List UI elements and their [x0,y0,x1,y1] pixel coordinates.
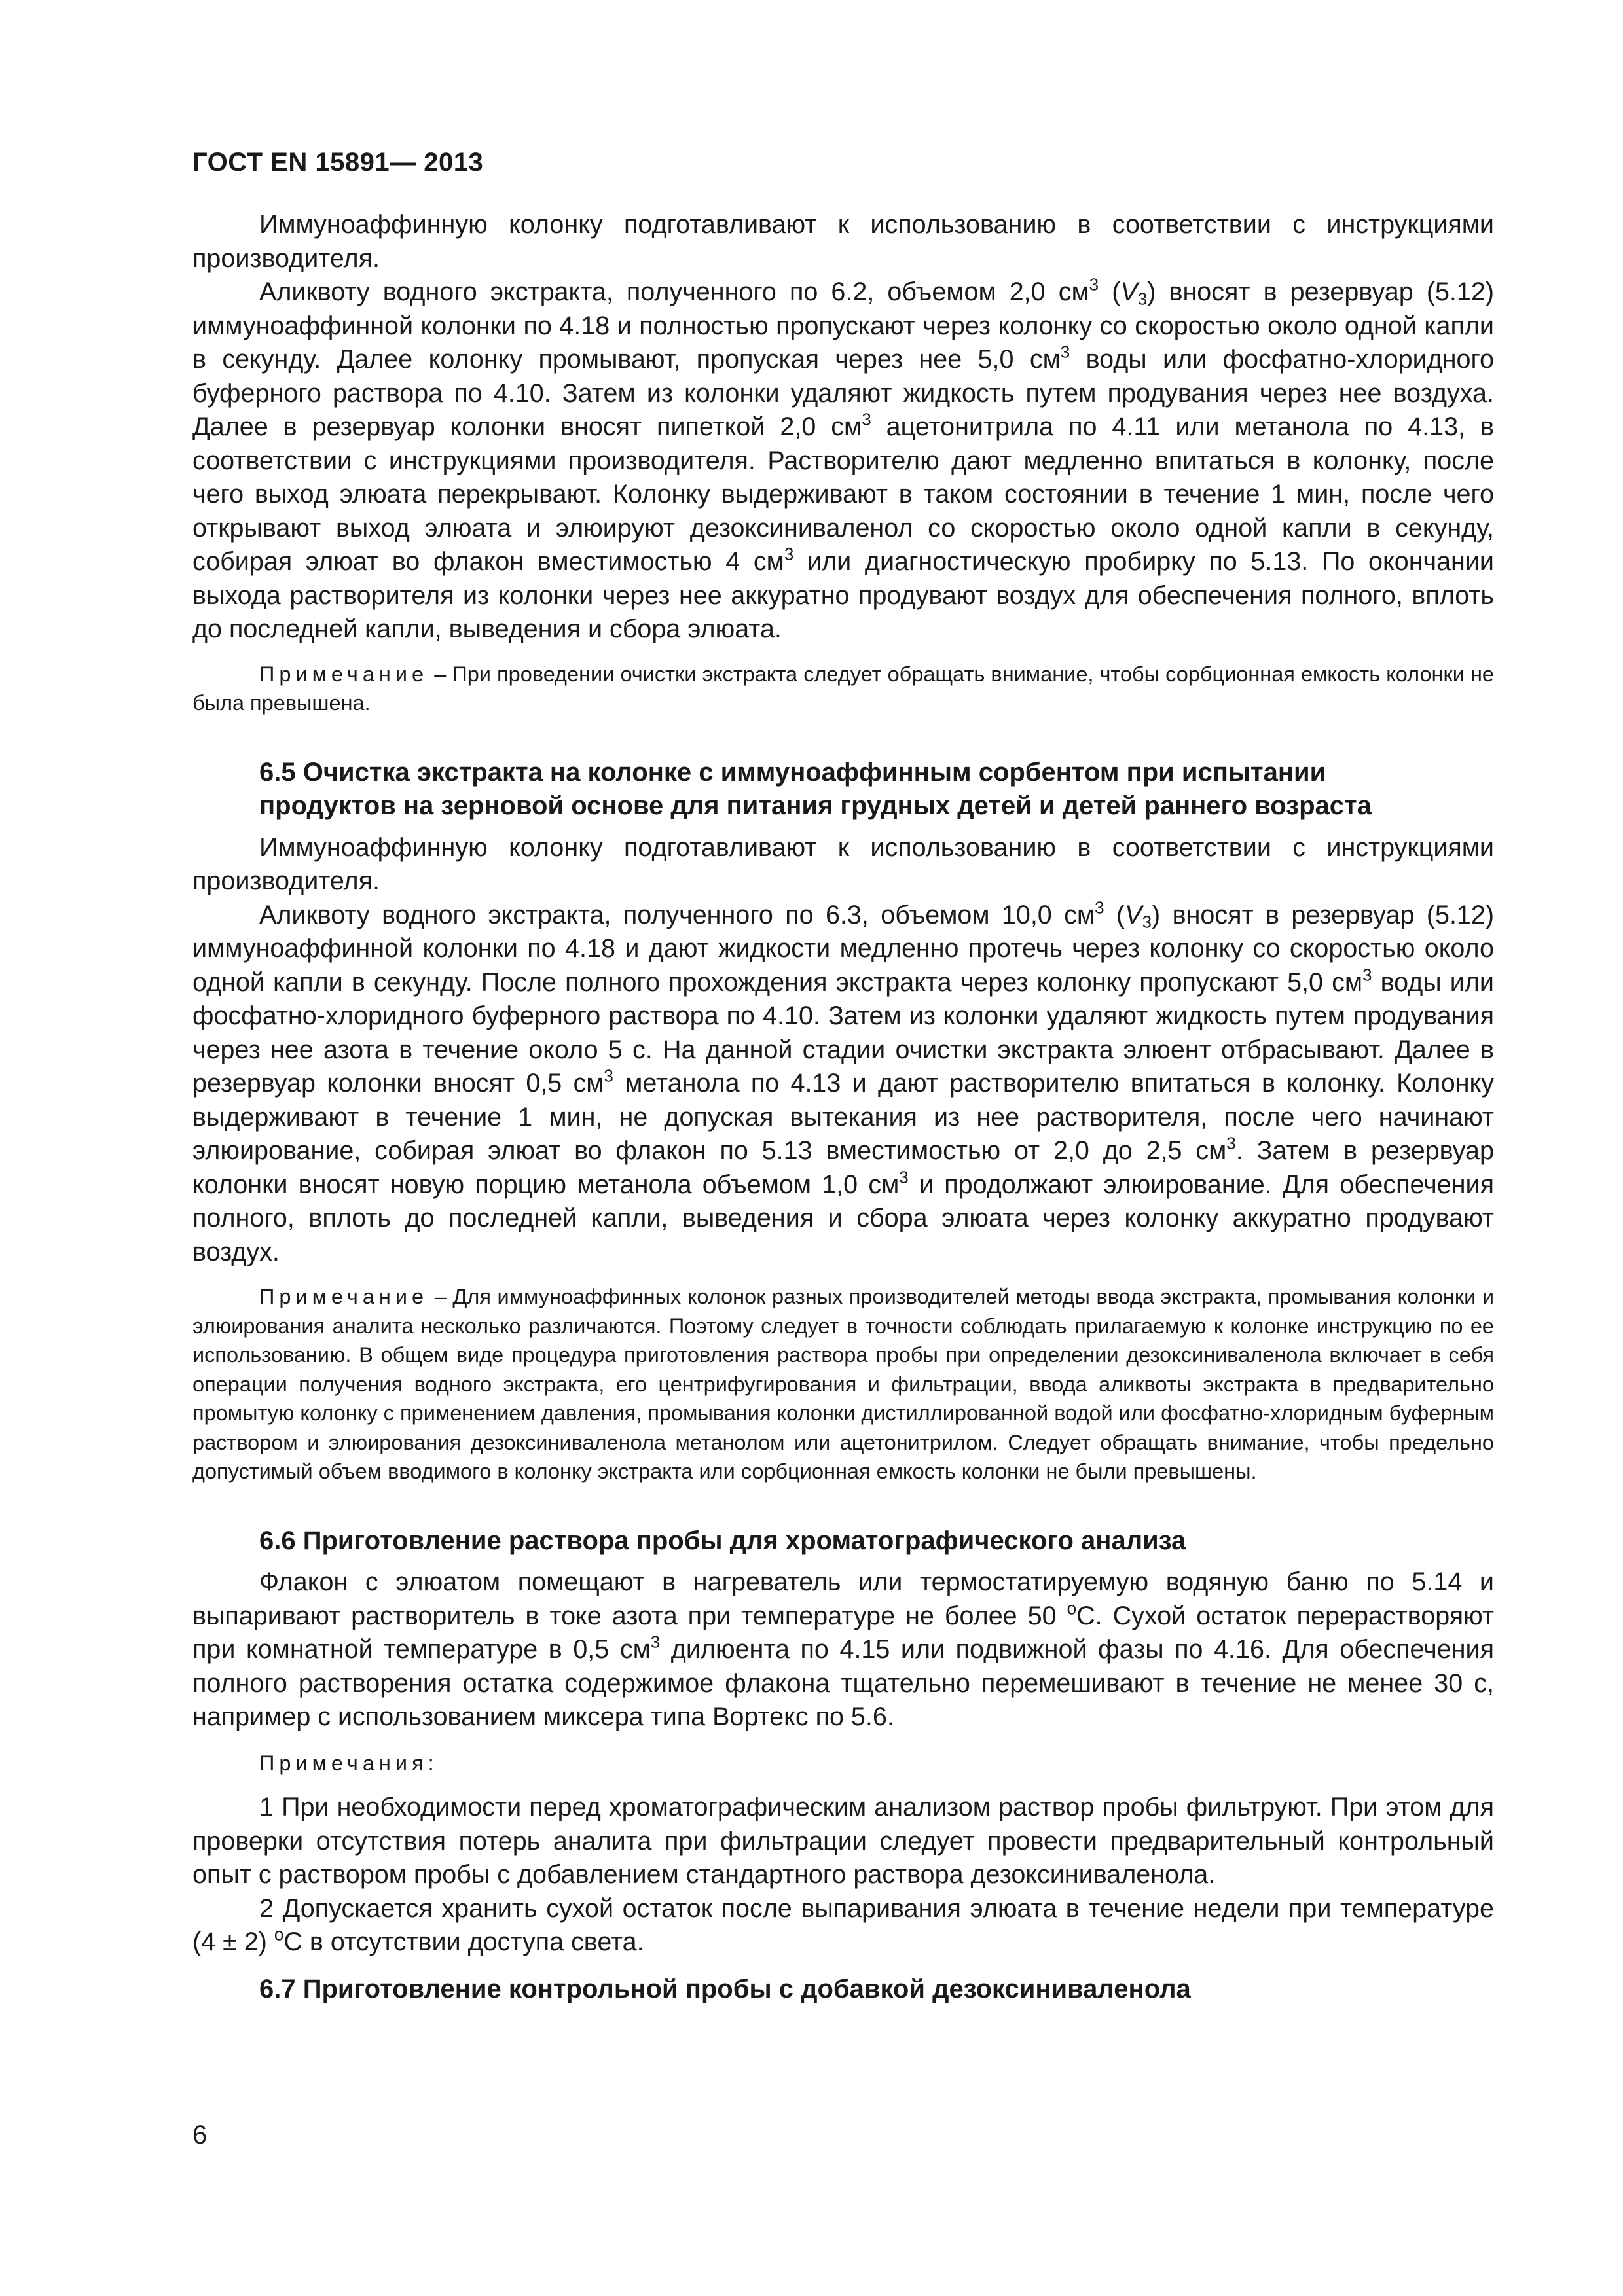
note: Примечание – При проведении очистки экстракта следует обращать внимание, чтобы сорбционная емкость колонки не была превышена. [192,662,1494,715]
note-item: 1 При необходимости перед хроматографическим анализом раствор пробы фильтруют. При этом для проверки отсутствия потерь аналита при фильтрации следует провести предварительный контрольный опыт с раствором пробы с добавлением стандартного раствора дезоксиниваленола. [192,1793,1494,1889]
section-heading-6-5: 6.5 Очистка экстракта на колонке с иммуноаффинным сорбентом при испытании продуктов на зерновой основе для питания грудных детей и детей раннего возраста [259,757,1372,820]
page-number: 6 [192,2121,208,2149]
note: Примечание – Для иммуноаффинных колонок разных производителей методы ввода экстракта, промывания колонки и элюирования аналита несколько различаются. Поэтому следует в точности соблюдать прилагаемую к колонке инструкцию по ее использованию. В общем виде процедура приготовления раствора пробы при определении дезоксиниваленола включает в себя операции получения водного экстракта, его центрифугирования и фильтрации, ввода аликвоты экстракта в предварительно промытую колонку с применением давления, промывания колонки дистиллированной водой или фосфатно-хлоридным буферным раствором и элюирования дезоксиниваленола метанолом или ацетонитрилом. Следует обращать внимание, чтобы предельно допустимый объем вводимого в колонку экстракта или сорбционная емкость колонки не были превышены. [192,1285,1494,1483]
note-label: Примечание [259,1285,429,1308]
section-heading-6-7: 6.7 Приготовление контрольной пробы с добавкой дезоксиниваленола [259,1974,1191,2003]
page-body [192,208,1494,2006]
notes-label: Примечания: [259,1751,434,1775]
paragraph: Иммуноаффинную колонку подготавливают к использованию в соответствии с инструкциями производителя. [192,210,1494,273]
paragraph: Аликвоту водного экстракта, полученного по 6.2, объемом 2,0 $см^3$ $(V_3)$ вносят в резервуар (5.12) иммуноаффинной колонки по 4.18 и полностью пропускают через колонку со скоростью около одной капли в секунду. Далее колонку промывают, пропуская через нее 5,0 $см^3$ воды или фосфатно-хлоридного буферного раствора по 4.10. Затем из колонки удаляют жидкость путем продувания через нее воздуха. Далее в резервуар колонки вносят пипеткой 2,0 $см^3$ ацетонитрила по 4.11 или метанола по 4.13, в соответствии с инструкциями производителя. Растворителю дают медленно впитаться в колонку, после чего выход элюата перекрывают. Колонку выдерживают в таком состоянии в течение 1 мин, после чего открывают выход элюата и элюируют дезоксиниваленол со скоростью около одной капли в секунду, собирая элюат во флакон вместимостью 4 $см^3$ или диагностическую пробирку по 5.13. По окончании выхода растворителя из колонки через нее аккуратно продувают воздух для обеспечения полного, вплоть до последней капли, выведения и сбора элюата. [192,274,1494,643]
paragraph: Аликвоту водного экстракта, полученного по 6.3, объемом 10,0 $см^3$ $(V_3)$ вносят в резервуар (5.12) иммуноаффинной колонки по 4.18 и дают жидкости медленно протечь через колонку со скоростью около одной капли в секунду. После полного прохождения экстракта через колонку пропускают 5,0 $см^3$ воды или фосфатно-хлоридного буферного раствора по 4.10. Затем из колонки удаляют жидкость путем продувания через нее азота в течение около 5 с. На данной стадии очистки экстракта элюент отбрасывают. Далее в резервуар колонки вносят 0,5 $см^3$ метанола по 4.13 и дают растворителю впитаться в колонку. Колонку выдерживают в течение 1 мин, не допуская вытекания из нее растворителя, после чего начинают элюирование, собирая элюат во флакон по 5.13 вместимостью от 2,0 до 2,5 $см^3$. Затем в резервуар колонки вносят новую порцию метанола объемом 1,0 $см^3$ и продолжают элюирование. Для обеспечения полного, вплоть до последней капли, выведения и сбора элюата через колонку аккуратно продувают воздух. [192,897,1495,1266]
note-item: 2 Допускается хранить сухой остаток после выпаривания элюата в течение недели при температуре (4 ± 2) $^o$С в отсутствии доступа света. [192,1893,1494,1956]
section-heading-6-6: 6.6 Приготовление раствора пробы для хроматографического анализа [259,1526,1186,1555]
paragraph: Флакон с элюатом помещают в нагреватель или термостатируемую водяную баню по 5.14 и выпаривают растворитель в токе азота при температуре не более 50 $^o$С. Сухой остаток перерастворяют при комнатной температуре в 0,5 $см^3$ дилюента по 4.15 или подвижной фазы по 4.16. Для обеспечения полного растворения остатка содержимое флакона тщательно перемешивают в течение не менее 30 с, например с использованием миксера типа Вортекс по 5.6. [192,1568,1494,1731]
standard-header: ГОСТ EN 15891— 2013 [192,148,484,177]
note-label: Примечание [259,662,429,686]
paragraph: Иммуноаффинную колонку подготавливают к использованию в соответствии с инструкциями производителя. [192,833,1494,895]
